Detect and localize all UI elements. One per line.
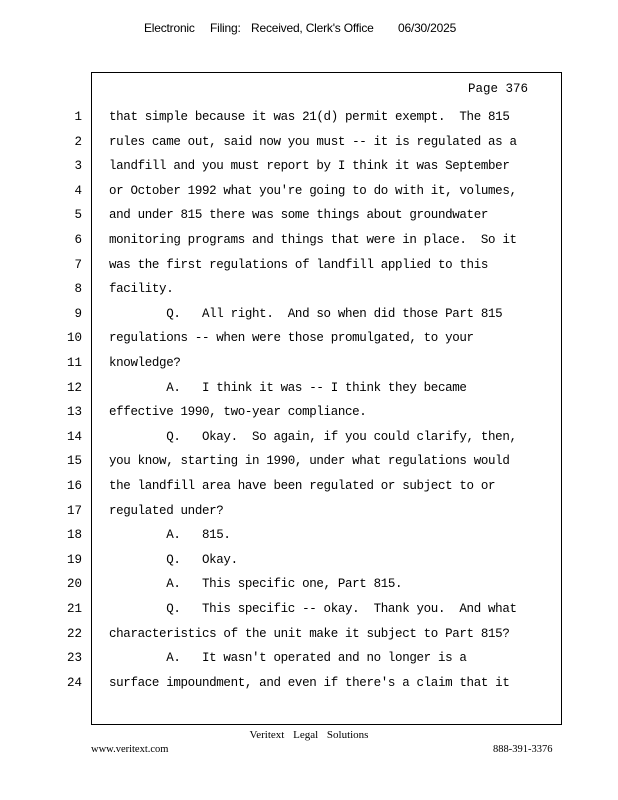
line-text: A. I think it was -- I think they became <box>109 380 467 395</box>
page-number: Page 376 <box>468 82 529 96</box>
transcript-line <box>0 528 618 548</box>
transcript-line <box>0 282 618 302</box>
filing-header <box>0 21 618 37</box>
transcript-line <box>0 110 618 130</box>
header-electronic: Electronic <box>144 21 195 35</box>
line-number: 8 <box>74 282 82 297</box>
line-number: 12 <box>66 380 82 395</box>
transcript-line <box>0 405 618 425</box>
line-number: 10 <box>66 331 82 346</box>
transcript-line <box>0 553 618 573</box>
line-text: A. 815. <box>109 528 231 543</box>
transcript-line <box>0 135 618 155</box>
line-text: Q. Okay. <box>109 552 238 567</box>
transcript-line <box>0 233 618 253</box>
line-number: 22 <box>66 626 82 641</box>
footer-company-word: Veritext <box>249 729 285 741</box>
line-text: that simple because it was 21(d) permit exempt. The 815 <box>109 110 510 124</box>
line-text: effective 1990, two-year compliance. <box>109 405 367 420</box>
line-number: 16 <box>66 479 82 493</box>
line-number: 2 <box>74 134 82 149</box>
line-text: and under 815 there was some things about groundwater <box>109 208 489 223</box>
line-text: regulations -- when were those promulgated, to your <box>109 331 474 346</box>
transcript-line <box>0 208 618 228</box>
line-text: Q. Okay. So again, if you could clarify, then, <box>109 429 517 444</box>
line-number: 17 <box>66 503 82 518</box>
line-text: characteristics of the unit make it subject to Part 815? <box>109 626 510 641</box>
line-text: you know, starting in 1990, under what regulations would <box>109 454 510 469</box>
line-number: 6 <box>74 233 82 247</box>
transcript-line <box>0 430 618 450</box>
line-text: Q. This specific -- okay. Thank you. And what <box>109 602 517 616</box>
transcript-line <box>0 258 618 278</box>
line-number: 14 <box>66 429 82 444</box>
line-number: 4 <box>74 183 82 198</box>
line-number: 5 <box>74 208 82 223</box>
transcript-line <box>0 602 618 622</box>
line-text: rules came out, said now you must -- it is regulated as a <box>109 134 517 149</box>
transcript-line <box>0 504 618 524</box>
footer-company <box>0 729 618 741</box>
line-number: 3 <box>74 159 82 174</box>
line-text: knowledge? <box>109 356 181 370</box>
line-text: or October 1992 what you're going to do with it, volumes, <box>109 183 517 198</box>
line-number: 20 <box>66 577 82 592</box>
line-text: regulated under? <box>109 503 224 518</box>
transcript-line <box>0 184 618 204</box>
line-text: facility. <box>109 282 174 297</box>
transcript-line <box>0 307 618 327</box>
line-text: Q. All right. And so when did those Part 815 <box>109 306 503 321</box>
line-number: 7 <box>74 257 82 272</box>
line-text: the landfill area have been regulated or subject to or <box>109 479 496 493</box>
header-received: Received, Clerk's Office <box>251 21 374 35</box>
footer-company-word: Legal <box>293 729 319 741</box>
line-number: 1 <box>74 110 82 124</box>
transcript-line <box>0 159 618 179</box>
transcript-line <box>0 479 618 499</box>
transcript-line <box>0 454 618 474</box>
line-number: 15 <box>66 454 82 469</box>
transcript-line <box>0 676 618 696</box>
line-number: 24 <box>66 675 82 690</box>
transcript-line <box>0 356 618 376</box>
line-number: 23 <box>66 651 82 666</box>
line-text: surface impoundment, and even if there's a claim that it <box>109 675 510 690</box>
line-number: 18 <box>66 528 82 543</box>
header-filing: Filing: <box>210 21 241 35</box>
transcript-line <box>0 651 618 671</box>
transcript-line <box>0 627 618 647</box>
transcript-line <box>0 577 618 597</box>
line-number: 11 <box>66 356 82 370</box>
line-number: 19 <box>66 552 82 567</box>
footer-company-word: Solutions <box>326 729 369 741</box>
line-text: was the first regulations of landfill applied to this <box>109 257 489 272</box>
line-number: 13 <box>66 405 82 420</box>
line-number: 21 <box>66 602 82 616</box>
line-number: 9 <box>74 306 82 321</box>
line-text: monitoring programs and things that were in place. So it <box>109 233 517 247</box>
transcript-line <box>0 331 618 351</box>
transcript-line <box>0 381 618 401</box>
footer-website: www.veritext.com <box>91 744 169 755</box>
line-text: landfill and you must report by I think it was September <box>109 159 510 174</box>
line-text: A. It wasn't operated and no longer is a <box>109 651 467 666</box>
header-date: 06/30/2025 <box>398 21 457 35</box>
footer-phone: 888-391-3376 <box>493 744 553 755</box>
line-text: A. This specific one, Part 815. <box>109 577 403 592</box>
